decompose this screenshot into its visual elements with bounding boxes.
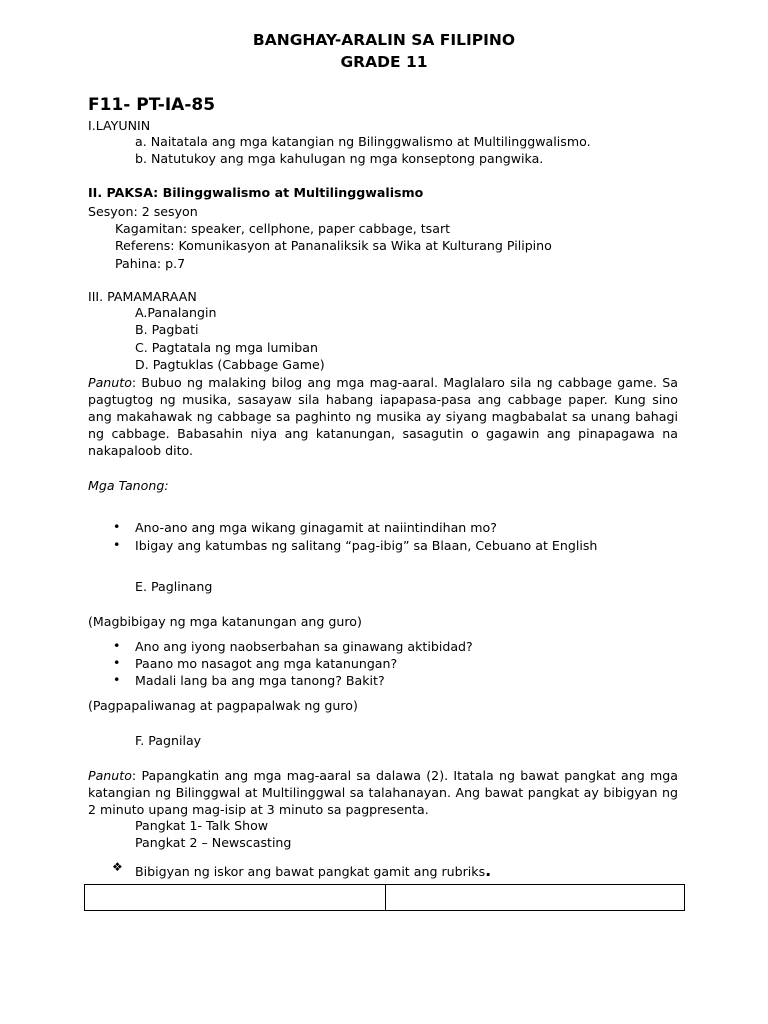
panuto-paragraph-2 (88, 767, 678, 818)
document-title: BANGHAY-ARALIN SA FILIPINO (252, 31, 516, 49)
panuto-label: Panuto (88, 375, 132, 390)
guro-note: (Pagpapaliwanag at pagpapalwak ng guro) (88, 698, 358, 713)
table-cell (386, 885, 685, 911)
layunin-item: a. Naitatala ang mga katangian ng Bilinggwalismo at Multilinggwalismo. (135, 134, 591, 149)
panuto-text: : Bubuo ng malaking bilog ang mga mag-aaral. Maglalaro sila ng cabbage game. Sa pagtugtog ng musika, sasayaw sila habang iapapasa-pasa ang cabbage paper. Kung sino ang makahawak ng cabbage sa paghinto ng musika ay siyang magbabalat sa unang bahagi ng cabbage. Babasahin niya ang katanungan, sasagutin o gagawin ang pinapagawa na nakapaloob dito. (88, 375, 678, 458)
step-item: D. Pagtuklas (Cabbage Game) (135, 357, 325, 372)
bullet-icon: • (113, 638, 121, 653)
sesyon: Sesyon: 2 sesyon (88, 204, 198, 219)
step-item: B. Pagbati (135, 322, 199, 337)
rubrics-note (135, 861, 491, 880)
bullet-icon: • (113, 672, 121, 687)
guro-note: (Magbibigay ng mga katanungan ang guro) (88, 614, 362, 629)
paksa-heading-prefix: II. PAKSA: (88, 185, 159, 200)
panuto-paragraph-1 (88, 374, 678, 459)
document-subtitle: GRADE 11 (340, 53, 428, 71)
paglinang-heading: E. Paglinang (135, 579, 213, 594)
paglinang-item: Madali lang ba ang mga tanong? Bakit? (135, 673, 385, 688)
pagnilay-heading: F. Pagnilay (135, 733, 202, 748)
step-item: A.Panalangin (135, 305, 217, 320)
paglinang-item: Ano ang iyong naobserbahan sa ginawang aktibidad? (135, 639, 473, 654)
bullet-icon: • (113, 655, 121, 670)
tanong-item: Ibigay ang katumbas ng salitang “pag-ibig” sa Blaan, Cebuano at English (135, 538, 598, 553)
rubrics-table (84, 884, 685, 911)
referens: Referens: Komunikasyon at Pananaliksik sa Wika at Kulturang Pilipino (115, 238, 552, 253)
layunin-heading: I.LAYUNIN (88, 118, 151, 133)
tanong-item: Ano-ano ang mga wikang ginagamit at naiintindihan mo? (135, 520, 497, 535)
mga-tanong-label: Mga Tanong: (88, 478, 169, 493)
competency-code: F11- PT-IA-85 (88, 95, 216, 115)
rubrics-note-text: Bibigyan ng iskor ang bawat pangkat gamit ang rubriks (135, 864, 486, 879)
panuto-text: : Papangkatin ang mga mag-aaral sa dalawa (2). Itatala ng bawat pangkat ang mga katangian ng Bilinggwal at Multilinggwal sa talahanayan. Ang bawat pangkat ay bibigyan ng 2 minuto upang mag-isip at 3 minuto sa pagpresenta. (88, 768, 678, 817)
diamond-bullet-icon: ❖ (112, 860, 123, 874)
pamamaraan-heading: III. PAMAMARAAN (88, 289, 197, 304)
bullet-icon: • (113, 537, 121, 552)
table-cell (85, 885, 386, 911)
paglinang-item: Paano mo nasagot ang mga katanungan? (135, 656, 398, 671)
bullet-icon: • (113, 519, 121, 534)
paksa-heading-topic: Bilinggwalismo at Multilinggwalismo (162, 185, 424, 200)
pangkat-item: Pangkat 2 – Newscasting (135, 835, 292, 850)
pangkat-item: Pangkat 1- Talk Show (135, 818, 269, 833)
paksa-heading (88, 185, 423, 200)
kagamitan: Kagamitan: speaker, cellphone, paper cabbage, tsart (115, 221, 451, 236)
layunin-item: b. Natutukoy ang mga kahulugan ng mga konseptong pangwika. (135, 151, 544, 166)
panuto-label: Panuto (88, 768, 132, 783)
pahina: Pahina: p.7 (115, 256, 186, 271)
rubrics-note-period: . (485, 861, 492, 880)
table-row (85, 885, 685, 911)
step-item: C. Pagtatala ng mga lumiban (135, 340, 318, 355)
